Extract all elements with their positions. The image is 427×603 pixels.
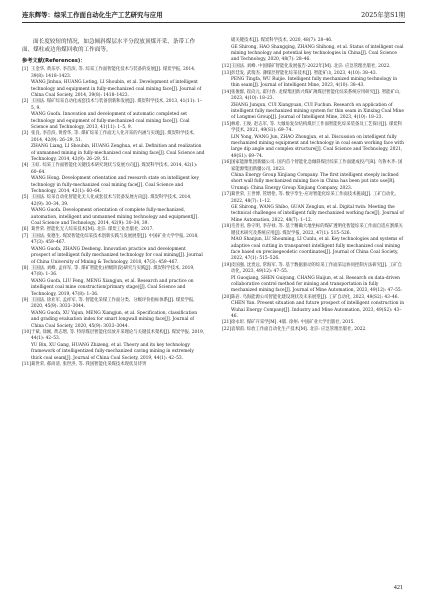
reference-text: WANG Guofa, LIU Feng, MENG Xiangjun, et al. Research and practice on intelligent coal mine construction(primary stage)[J]. Coal Science and Technology, 2019, 47(8): 1–36. [31,279,194,297]
reference-text: 国家能源集团新疆公司. 国内首个智能化急倾斜煤层综采工作面建成投产[R]. 乌鲁木齐: 国家能源集团新疆公司, 2023. [231,160,403,172]
reference-text: ZHANG Junqun, CUI Xiangyuan, CUI Fuchun. Research on application of intelligent fully mechanized mining system for thin seam in Xinxing Coal Mine of Longmei Group[J]. Journal of Intelligent Mine, 2023, 4(10): 18–23. [231,103,404,121]
reference-entry [22,99,205,111]
reference-text: 王国法, 徐亚军, 孟祥军, 等. 智能化采煤工作面分类、分级评价指标体系[J]. 煤炭学报, 2020, 45(9): 3033–3044. [31,298,195,310]
reference-entry [22,112,205,131]
reference-entry [22,247,205,266]
reference-text: 袁瑞甫. 综放工作面自动化生产技术[M]. 北京: 应急管理出版社, 2022. [231,327,367,333]
reference-text: 皮国强, 沈贵远, 常海军, 等. 基于数据驱动的综采工作面采运协同控制方法研究[J]. 工矿自动化, 2023, 49(12): 47–55. [231,262,402,274]
reference-entry [222,45,405,64]
reference-text: 葛世荣. 智能化无人综采技术[M]. 北京: 煤炭工业出版社, 2017. [31,227,154,233]
reference-list-right [222,38,405,333]
reference-entry [222,77,405,89]
reference-entry [222,237,405,262]
reference-text: YU Bin, XU Gang, HUANG Zhizeng, et al. Theory and its key technology framework of intelligentized fully-mechanized caving mining in extremely thick coal seam[J]. Journal of China Coal Society, 2019, 44(1): 42–53. [31,343,194,361]
reference-text: PI Guoqiang, SHEN Guiyang, CHANG Haijun, et al. Research on data-driven collaborative control method for mining and transportation in fully mechanized mining face[J]. Journal of Mine Automation, 2023, 49(12): 47–55. [231,275,403,293]
reference-text: MAO Shanjun, LU Shouming, LI Cunlu, et al. Key technologies and systems of adaptive coal cutting in transparent intelligent fully mechanized coal mining face based on precisegeodetic coordinates[J]. Journal of China Coal Society, 2022, 47(1): 515–526. [231,237,403,261]
reference-number: [8] [22,266,29,272]
reference-entry [222,173,405,192]
right-column [222,38,405,334]
reference-entry [22,163,205,175]
reference-text: WANG Guofa. Development orientation of complete fully-mechanized, automation, intelligent and unmanned mining technology and equipment[J]. Coal Science and Technology, 2014, 42(9): 30–34, 39. [31,208,199,226]
reference-entry [222,192,405,204]
reference-entry [22,298,205,310]
reference-number: [4] [22,163,29,169]
reference-entry [222,301,405,320]
reference-number: [10] [22,330,31,336]
reference-number: [13] [222,70,231,76]
reference-text: WANG Guofa, XU Yajun, MENG Xiangjun, et al. Specification, classification and grading evaluation index for smart longwall mining face[J]. Journal of China Coal Society, 2020, 45(9): 3033–3044. [31,311,197,329]
reference-text: WANG Guofa. Innovation and development of automatic completed set technology and equipment of fully-mechanized coal mining face[J]. Coal Science and Technology, 2013, 41(11): 1–5, 9. [31,112,190,130]
reference-number: [22] [222,327,231,333]
reference-text: CHEN Yan. Present situation and future prospect of intelligent construction in Wuhai Energy Company[J]. Industry and Mine Automation, 2023, 49(S2): 43–46. [231,301,405,319]
running-header [22,8,405,23]
reference-entry [222,122,405,134]
reference-number: [2] [22,99,29,105]
references-heading: 参考文献(References)： [22,58,86,65]
reference-text: 毛善君, 鲁守明, 李存禄, 等. 基于精确大地坐标的煤矿透明化智能综采工作面自适应割煤关键技术研究及系统应用[J]. 煤炭学报, 2022, 47(1): 515–526. [231,224,403,236]
reference-list-left [22,67,205,368]
reference-text: 林希, 王俊, 赵志军, 等. 大倾角复杂结构煤层工作面智能化综采装备及工艺探讨[J]. 煤炭科学技术, 2021, 49(S1): 69–74. [231,122,402,134]
reference-entry [22,144,205,163]
reference-text: 王国法, 张德生. 煤炭智能化综采技术创新实践与发展展望[J]. 中国矿业大学学报, 2018, 47(3): 459–467. [31,234,199,246]
reference-text: 于斌, 徐刚, 黄志增, 等. 特厚煤层智能化综放开采理论与关键技术架构[J]. 煤炭学报, 2019, 44(1): 42–53. [31,330,205,342]
reference-entry [22,330,205,342]
reference-entry [22,279,205,298]
reference-number: [1] [22,67,29,73]
reference-entry [22,227,205,233]
reference-text: PENG Tingfa, WU Ruijie. Intelligent fully mechanized mining technology in thin seam[J]. Journal of Intelligent Mine, 2023, 4(10): 38–43. [231,77,398,89]
reference-number: [14] [222,90,231,96]
reference-number: [11] [22,362,31,368]
reference-entry [222,64,405,70]
reference-text: 破关键技术[J]. 煤炭科学技术, 2020, 48(7): 28–46. [231,38,333,43]
reference-text: WANG Guofa, ZHANG Desheng. Innovation practice and development prospect of intelligent fully mechanized technology for coal mining[J]. Journal of China University of Mining & Technology, 2018, 47(3): 459–467. [31,247,203,265]
reference-entry [222,71,405,77]
reference-entry [22,266,205,278]
reference-entry [22,195,205,207]
header-issue: 2025年第S1期 [361,11,405,19]
reference-number: [15] [222,122,231,128]
reference-text: 彭廷发, 武瑞杰. 薄煤层智能化综采技术[J]. 智能矿山, 2023, 4(10): 38–43. [231,70,377,76]
reference-entry [222,320,405,326]
reference-text: 陈岩. 乌海能源公司智能化建设现状及未来展望[J]. 工矿自动化, 2023, 49(S2): 43–46. [231,294,399,300]
reference-number: [3] [22,131,29,137]
reference-text: 王虹. 综采工作面智能化关键技术研究现状与发展方向[J]. 煤炭科学技术, 2014, 42(1): 60–64. [31,163,198,175]
reference-text: 张良, 李首滨, 黄曾华, 等. 煤矿综采工作面无人化开采的内涵与实现[J]. 煤炭科学技术, 2014, 42(9): 26–29, 51. [31,131,195,143]
reference-text: GE Shirong, WANG Shibo, GUAN Zenglun, et al. Digital twin: Meeting the technical challenges of intelligent fully mechanized working face[J]. Journal of Mine Automation, 2022, 48(7): 1–12. [231,205,404,223]
reference-text: 王国法, 刘峰, 孟祥军, 等. 煤矿智能化(初级阶段)研究与实践[J]. 煤炭科学技术, 2019, 47(8): 1–36. [31,266,195,278]
reference-entry [222,38,405,44]
reference-text: LIN Yong, WANG Jun, ZHAO Zhongjun, et al. Discussion on intelligent fully mechanized mining equipment and technology in coal seam working face with large dip angle and complex structure[J]. Coal Science and Technology, 2021, 49(S1): 69–74. [231,135,404,159]
reference-number: [19] [222,262,231,268]
reference-entry [22,234,205,246]
reference-text: 王国法. 煤矿综采自动化成套技术与装备创新和发展[J]. 煤炭科学技术, 2013, 41(11): 1–5, 9. [31,99,203,111]
reference-entry [22,80,205,99]
reference-entry [22,208,205,227]
reference-text: 葛世荣, 王世博, 管增伦, 等. 数字孪生-应对智能化综采工作面技术挑战[J]. 工矿自动化, 2022, 48(7): 1–12. [231,192,397,204]
reference-number: [20] [222,294,231,300]
reference-number: [12] [222,63,231,69]
reference-number: [9] [22,298,29,304]
header-article-title: 连东辉等：综采工作面自动化生产工艺研究与应用 [22,11,163,19]
reference-entry [222,295,405,301]
reference-entry [22,311,205,330]
reference-text: China Energy Group Xinjiang Company. The first intelligent steeply inclined short wall fully mechanized mining face in China has been put into use[R]. Urumqi: China Energy Group Xinjiang Company, 2023. [231,173,399,191]
reference-number: [21] [222,320,231,326]
intro-paragraph: 面长度较短的情况，如急倾斜煤层水平分段放顶煤开采、条带工作面、煤柱或边角煤回收的工作面等。 [22,39,196,54]
reference-number: [6] [22,227,29,233]
reference-number: [18] [222,224,231,230]
reference-entry [222,135,405,160]
reference-entry [22,343,205,362]
reference-text: WANG Hong. Development orientation and research state on intelligent key technology in fully-mechanized coal mining face[J]. Coal Science and Technology, 2014, 42(1): 60–64. [31,176,199,194]
reference-text: 徐永圻. 煤矿开采学[M]. 4版. 徐州: 中国矿业大学出版社, 2015. [231,320,355,326]
reference-entry [22,176,205,195]
reference-entry [222,90,405,102]
reference-number: [16] [222,160,231,166]
page-number: 421 [393,584,403,591]
reference-text: ZHANG Liang, LI Shoubin, HUANG Zenghua, et al. Definition and realization of unmanned mining in fully-mechanized coal mining face[J]. Coal Science and Technology, 2014, 42(9): 26–29, 51. [31,144,205,162]
reference-entry [222,327,405,333]
reference-text: GE Shirong, HAO Shangqing, ZHANG Shihong, et al. Status of intelligent coal mining technology and potential key technologies in China[J]. Coal Science and Technology, 2020, 48(7): 28–46. [231,44,404,63]
reference-entry [22,362,205,368]
reference-text: 葛世荣, 郝尚清, 张世洪, 等. 我国智能化采煤技术现状及待突 [31,362,147,368]
reference-entry [22,131,205,143]
reference-text: 王国法. 综采自动化智能化无人化成套技术与装备发展方向[J]. 煤炭科学技术, 2014, 42(9): 30–34, 39. [31,195,192,207]
reference-text: 王国法. 刘峰. 中国煤矿智能化发展报告-2022年[M]. 北京: 应急管理出版社, 2022. [231,63,391,69]
left-column [22,38,205,369]
reference-entry [222,224,405,236]
reference-number: [17] [222,192,231,198]
reference-entry [222,276,405,295]
reference-entry [222,160,405,172]
reference-entry [222,205,405,224]
reference-entry [222,263,405,275]
reference-number: [7] [22,234,29,240]
reference-number: [5] [22,195,29,201]
reference-text: 张俊群, 崔向元, 霍付春. 龙煤集团新兴煤矿薄煤层智能化综采系统应用研究[J]. 智能矿山, 2023, 4(10): 18–23. [231,90,401,102]
reference-entry [222,103,405,122]
reference-text: WANG Jinhua, HUANG Leting, LI Shoubin, et al. Development of intelligent technology and equipment in fully-mechanized coal mining face[J]. Journal of China Coal Society, 2014, 39(8): 1418–1423. [31,80,202,98]
reference-entry [22,67,205,79]
reference-text: 王金华, 黄乐亭, 李首滨, 等. 综采工作面智能化技术与装备的发展[J]. 煤炭学报, 2014, 39(8): 1418–1423. [31,67,196,79]
